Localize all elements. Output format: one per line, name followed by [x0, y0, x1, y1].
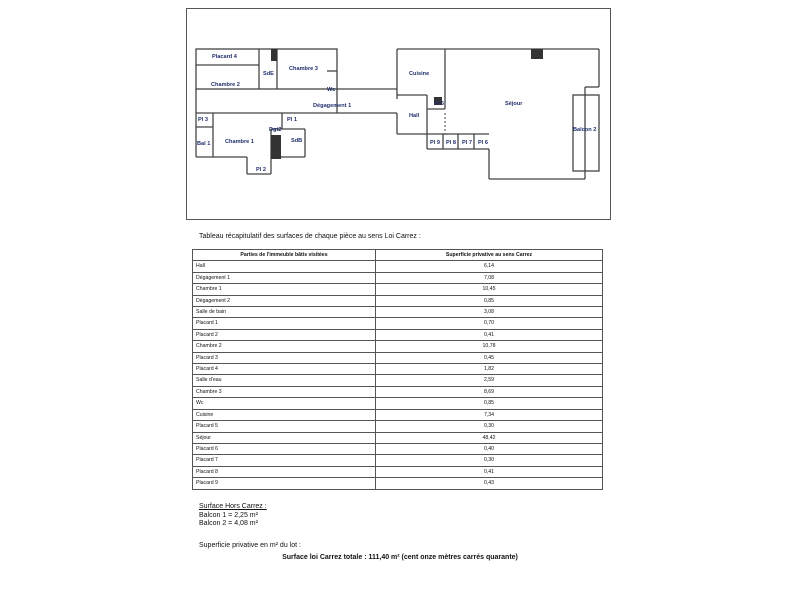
carrez-total: Surface loi Carrez totale : 111,40 m² (cent onze mètres carrés quarante) — [282, 554, 518, 561]
room-name-cell: Chambre 1 — [193, 284, 376, 295]
table-row — [193, 375, 603, 386]
room-label: Dégagement 1 — [313, 103, 352, 109]
room-label: Chambre 1 — [225, 139, 254, 145]
table-row — [193, 386, 603, 397]
room-label: Placard 4 — [212, 54, 237, 60]
room-label: Chambre 2 — [211, 82, 240, 88]
room-label: Balcon 2 — [573, 127, 597, 133]
room-label: Pl 8 — [446, 140, 456, 146]
room-label: Pl 5 — [434, 101, 444, 107]
table-row — [193, 329, 603, 340]
surface-value-cell: 0,45 — [376, 352, 603, 363]
room-label: Chambre 3 — [289, 66, 318, 72]
lot-title: Superficie privative en m² du lot : — [199, 542, 301, 549]
table-row — [193, 421, 603, 432]
room-label: Pl 6 — [478, 140, 488, 146]
room-name-cell: Placard 6 — [193, 443, 376, 454]
table-row — [193, 307, 603, 318]
table-row — [193, 478, 603, 489]
room-name-cell: Cuisine — [193, 409, 376, 420]
room-name-cell: Placard 5 — [193, 421, 376, 432]
surface-value-cell: 0,41 — [376, 329, 603, 340]
table-row — [193, 261, 603, 272]
surface-value-cell: 0,43 — [376, 478, 603, 489]
room-label: Séjour — [505, 101, 523, 107]
floor-plan-drawing — [187, 9, 612, 221]
table-row — [193, 295, 603, 306]
table-row — [193, 341, 603, 352]
surface-value-cell: 10,78 — [376, 341, 603, 352]
room-name-cell: Séjour — [193, 432, 376, 443]
room-name-cell: Dégagement 2 — [193, 295, 376, 306]
room-name-cell: Placard 9 — [193, 478, 376, 489]
balcon-2-line: Balcon 2 = 4,08 m² — [199, 520, 258, 527]
surface-value-cell: 3,08 — [376, 307, 603, 318]
table-row — [193, 443, 603, 454]
room-label: SdB — [291, 138, 303, 144]
table-row — [193, 352, 603, 363]
room-label: Wc — [327, 87, 336, 93]
table-row — [193, 466, 603, 477]
room-label: Bal 1 — [197, 141, 211, 147]
column-header-parts: Parties de l'immeuble bâtis visitées — [193, 250, 376, 261]
surface-value-cell: 7,08 — [376, 272, 603, 283]
surface-value-cell: 1,82 — [376, 364, 603, 375]
table-row — [193, 432, 603, 443]
surface-value-cell: 48,42 — [376, 432, 603, 443]
surface-value-cell: 0,85 — [376, 398, 603, 409]
room-name-cell: Salle d'eau — [193, 375, 376, 386]
surface-value-cell: 0,30 — [376, 455, 603, 466]
surface-value-cell: 0,41 — [376, 466, 603, 477]
table-row — [193, 398, 603, 409]
surface-value-cell: 7,34 — [376, 409, 603, 420]
surface-value-cell: 10,45 — [376, 284, 603, 295]
table-row — [193, 455, 603, 466]
room-name-cell: Placard 4 — [193, 364, 376, 375]
room-name-cell: Chambre 3 — [193, 386, 376, 397]
room-name-cell: Wc — [193, 398, 376, 409]
room-label: Dgt2 — [269, 127, 282, 133]
table-intro: Tableau récapitulatif des surfaces de chaque pièce au sens Loi Carrez : — [199, 233, 421, 240]
room-name-cell: Dégagement 1 — [193, 272, 376, 283]
room-name-cell: Placard 8 — [193, 466, 376, 477]
surface-value-cell: 0,70 — [376, 318, 603, 329]
surface-value-cell: 0,30 — [376, 421, 603, 432]
room-label: Pl 3 — [198, 117, 208, 123]
room-label: Cuisine — [409, 71, 430, 77]
room-name-cell: Hall — [193, 261, 376, 272]
room-name-cell: Salle de bain — [193, 307, 376, 318]
table-row — [193, 409, 603, 420]
table-row — [193, 272, 603, 283]
room-name-cell: Placard 3 — [193, 352, 376, 363]
table-header-row — [193, 250, 603, 261]
surface-value-cell: 0,85 — [376, 295, 603, 306]
balcon-1-line: Balcon 1 = 2,25 m² — [199, 512, 258, 519]
surface-value-cell: 8,69 — [376, 386, 603, 397]
surface-value-cell: 2,59 — [376, 375, 603, 386]
surface-value-cell: 6,14 — [376, 261, 603, 272]
surface-value-cell: 0,40 — [376, 443, 603, 454]
table-row — [193, 318, 603, 329]
surfaces-table — [192, 249, 603, 490]
room-label: Pl 1 — [287, 117, 297, 123]
room-label: Hall — [409, 113, 420, 119]
room-label: Pl 2 — [256, 167, 266, 173]
room-label: Pl 9 — [430, 140, 440, 146]
room-name-cell: Placard 7 — [193, 455, 376, 466]
floor-plan — [186, 8, 611, 220]
room-name-cell: Chambre 2 — [193, 341, 376, 352]
table-row — [193, 364, 603, 375]
hors-carrez-title: Surface Hors Carrez : — [199, 503, 267, 510]
room-label: Pl 7 — [462, 140, 472, 146]
room-label: SdE — [263, 71, 274, 77]
room-name-cell: Placard 2 — [193, 329, 376, 340]
column-header-surface: Superficie privative au sens Carrez — [376, 250, 603, 261]
table-row — [193, 284, 603, 295]
room-name-cell: Placard 1 — [193, 318, 376, 329]
